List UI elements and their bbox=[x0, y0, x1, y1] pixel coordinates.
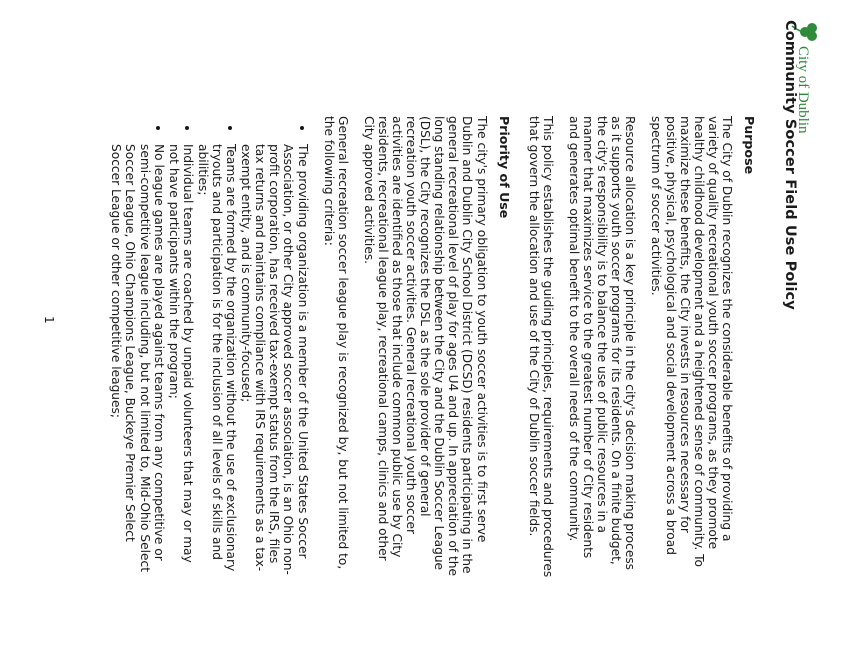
logo-text: City of Dublin bbox=[795, 46, 812, 134]
list-item: • Individual teams are coached by unpaid volunteers that may or may not have participants within the program; bbox=[167, 140, 195, 578]
purpose-paragraph: This policy establishes the guiding principles, requirements and procedures that govern the allocation and use of the City of Dublin soccer fields. bbox=[526, 116, 555, 578]
list-item: • The providing organization is a member of the United States Soccer Association, or other City approved soccer association, is an Ohio non-profit corporation, has received tax-exempt status from the IRS, files tax returns and maintains compliance with IRS requirements as a tax-exempt entity, and is community-focused; bbox=[239, 140, 309, 578]
purpose-paragraph: Resource allocation is a key principle in the city's decision making process as it supports youth soccer programs for its residents. On a finite budget, the city's responsibility is to balance the use of public resources in a manner that maximizes service to the greatest number of City residents and generates optimal benefit to the overall needs of the community. bbox=[566, 116, 638, 571]
list-item: • No league games are played against teams from any competitive or semi-competitive league including, but not limited to, Mid-Ohio Select Soccer League, Ohio Champions League, Buckeye Premier Select Soccer League or other competitive leagues; bbox=[109, 140, 165, 578]
criteria-intro: General recreation soccer league play is recognized by, but not limited to, the following criteria: bbox=[321, 116, 350, 570]
purpose-heading: Purpose bbox=[742, 116, 757, 175]
list-item: • Teams are formed by the organization without the use of exclusionary tryouts and participation is for the inclusion of all levels of skills and abilities; bbox=[196, 140, 238, 578]
priority-section bbox=[109, 116, 510, 578]
purpose-section bbox=[527, 116, 756, 578]
purpose-paragraph: The City of Dublin recognizes the considerable benefits of providing a variety of quality recreational youth soccer programs, as they promote healthy childhood development and a heightened sense of community. To maximize these benefits, the City invests in resources necessary for positive, physical, psychological and social development across a broad spectrum of soccer activities. bbox=[649, 116, 734, 567]
page-number: 1 bbox=[42, 316, 56, 324]
priority-paragraph: The city's primary obligation to youth soccer activities is to first serve Dublin and Dublin City School District (DCSD) residents participating in the general recreational level of play for ages U4 and up. In appreciation of the long standing relationship between the City and the Dublin Soccer League (DSL), the City recognizes the DSL as the sole provider of general recreation youth soccer activities. General recreational youth soccer activities are identified as those that include common public use by City residents, recreational league play, recreational camps, clinics and other City approved activities. bbox=[361, 116, 489, 576]
document-body bbox=[108, 116, 756, 578]
criteria-list bbox=[109, 116, 309, 578]
document-title: Community Soccer Field Use Policy bbox=[782, 20, 798, 310]
priority-heading: Priority of Use bbox=[496, 116, 512, 219]
